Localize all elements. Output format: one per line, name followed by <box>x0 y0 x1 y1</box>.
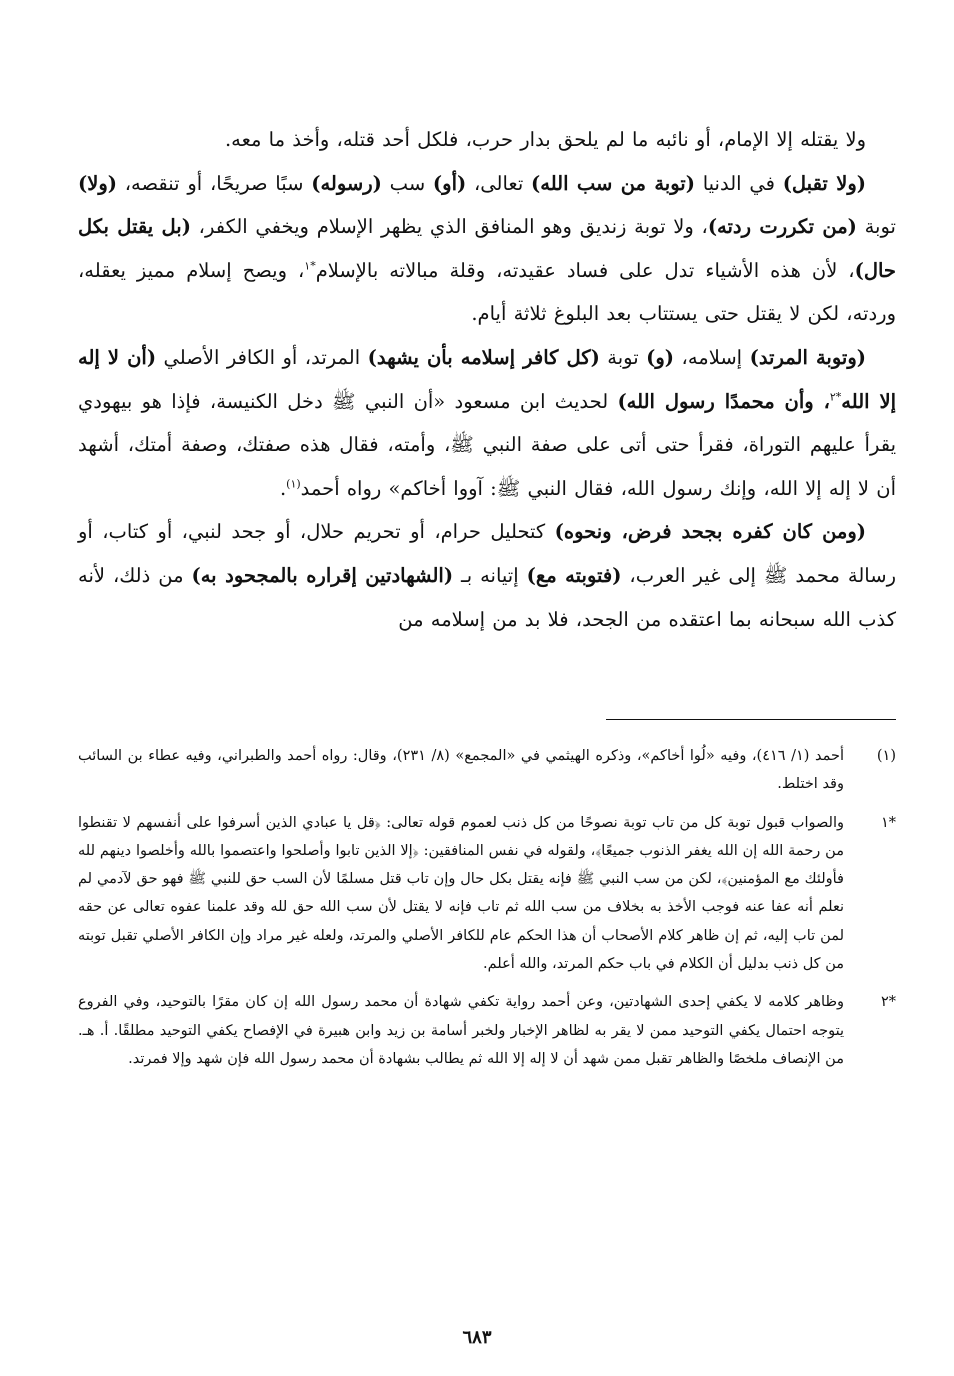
footnote-marker: *١ <box>880 814 896 831</box>
footnote-ref[interactable]: *٢ <box>829 390 842 404</box>
page-number: ٦٨٣ <box>462 1327 492 1348</box>
bold-term: (أن لا إله إلا الله <box>78 345 896 413</box>
main-text <box>78 118 896 641</box>
footnote-divider <box>606 719 896 720</box>
book-page <box>78 118 896 1316</box>
footnote-marker: (١) <box>876 748 896 764</box>
bold-term: (بل يقتل بكل حال) <box>78 215 896 282</box>
footnote-text: والصواب قبول توبة كل من تاب توبة نصوحًا من كل ذنب لعموم قوله تعالى: ﴿قل يا عبادي الذين أسرفوا على أنفسهم لا تقنطوا من رحمة الله إن الله يغفر الذنوب جميعًا﴾، ولقوله في نفس المنافقين: ﴿إلا الذين تابوا وأصلحوا واعتصموا بالله وأخلصوا دينهم لله فأولئك مع المؤمنين﴾، لكن من سب النبي ﷺ فإنه يقتل بكل حال وإن تاب قتل مسلمًا لأن السب حق للنبي ﷺ فهو حق لآدمي لم نعلم أنه عفا عنه فوجب الأخذ به بخلاف من سب الله ثم تاب فإنه لا يقتل لأن سب الله حق لله وقد علمنا عفوه تعالى عن حقه لمن تاب إليه، ثم إن ظاهر كلام الأصحاب أن هذا الحكم عام للكافر الأصلي والمرتد، ولعله غير مراد وإن الكافر الأصلي تقبل توبته من كل ذنب بدليل أن الكلام في باب حكم المرتد، والله أعلم. <box>78 814 844 973</box>
bold-term: (ولا) <box>78 171 117 195</box>
footnote-marker: *٢ <box>880 994 896 1011</box>
paragraph-3: (وتوبة المرتد) إسلامه، (و) توبة (كل كافر إسلامه بأن يشهد) المرتد، أو الكافر الأصلي (أن لا إله إلا الله$^{*٢}$، وأن محمدًا رسول الله) لحديث ابن مسعود «أن النبي ﷺ دخل الكنيسة، فإذا هو بيهودي يقرأ عليهم التوراة، فقرأ حتى أتى على صفة النبي ﷺ، وأمته، فقال هذه صفتك، وصفة أمتك، أشهد أن لا إله إلا الله، وإنك رسول الله، فقال النبي ﷺ: آووا أخاكم» رواه أحمد$^{(١)}$. <box>78 345 896 500</box>
bold-term: (أو) <box>432 171 467 195</box>
bold-term: (كل كافر إسلامه بأن يشهد) <box>367 345 600 369</box>
paragraph-2: (ولا تقبل) في الدنيا (توبة من سب الله) تعالى، (أو) سب (رسوله) سبًا صريحًا، أو تنقصه، (ولا) توبة (من تكررت ردته)، ولا توبة زنديق وهو المنافق الذي يظهر الإسلام ويخفي الكفر، (بل يقتل بكل حال)، لأن هذه الأشياء تدل على فساد عقيدته، وقلة مبالاته بالإسلام$^{*١}$، ويصح إسلام مميز يعقله، وردته، لكن لا يقتل حتى يستتاب بعد البلوغ ثلاثة أيام. <box>78 171 896 326</box>
footnote <box>78 742 896 799</box>
bold-term: (من تكررت ردته) <box>707 215 857 239</box>
bold-term: (و) <box>646 345 675 369</box>
bold-term: (ولا تقبل) <box>782 171 866 195</box>
footnote-ref[interactable]: (١) <box>286 477 301 491</box>
footnotes <box>78 742 896 1083</box>
bold-term: (رسوله) <box>311 171 382 195</box>
bold-term: (الشهادتين إقراره بالمجحود به) <box>191 563 454 587</box>
footnote-text: وظاهر كلامه لا يكفي إحدى الشهادتين، وعن أحمد رواية تكفي شهادة أن محمد رسول الله إن كان مقرًا بالتوحيد، وفي الفروع يتوجه احتمال يكفي التوحيد ممن لا يقر به لظاهر الإخبار ولخبر أسامة بن زيد وابن هبيرة في الإفصاح يكفي التوحيد مطلقًا. أ. هـ. من الإنصاف ملخصًا والظاهر تقبل ممن شهد أن لا إله إلا الله ثم يطالب بشهادة أن محمد رسول الله فإن شهد وإلا فمرتد. <box>78 994 844 1067</box>
bold-term: (توبة من سب الله) <box>531 171 695 195</box>
paragraph-1: ولا يقتله إلا الإمام، أو نائبه ما لم يلحق بدار حرب، فلكل أحد قتله، وأخذ ما معه. <box>224 128 866 151</box>
paragraph-4: (ومن كان كفره بجحد فرض، ونحوه) كتحليل حرام، أو تحريم حلال، أو جحد لنبي، أو كتاب، أو رسالة محمد ﷺ إلى غير العرب، (فتوبته مع) إتيانه بـ (الشهادتين إقراره بالمجحود به) من ذلك، لأنه كذب الله سبحانه بما اعتقده من الجحد، فلا بد من إسلامه من <box>78 520 896 631</box>
footnote <box>78 809 896 979</box>
bold-term: (فتوبته مع) <box>526 563 622 587</box>
footnote-text: أحمد (١/ ٤١٦)، وفيه «لُوا أخاكم»، وذكره الهيثمي في «المجمع» (٨/ ٢٣١)، وقال: رواه أحمد والطبراني، وفيه عطاء بن السائب وقد اختلط. <box>78 748 844 793</box>
bold-term: (وتوبة المرتد) <box>749 345 866 369</box>
footnote-ref[interactable]: *١ <box>304 259 316 273</box>
bold-term: (ومن كان كفره بجحد فرض، ونحوه) <box>554 520 866 544</box>
bold-term: ، وأن محمدًا رسول الله) <box>617 389 830 413</box>
footnote <box>78 988 896 1073</box>
